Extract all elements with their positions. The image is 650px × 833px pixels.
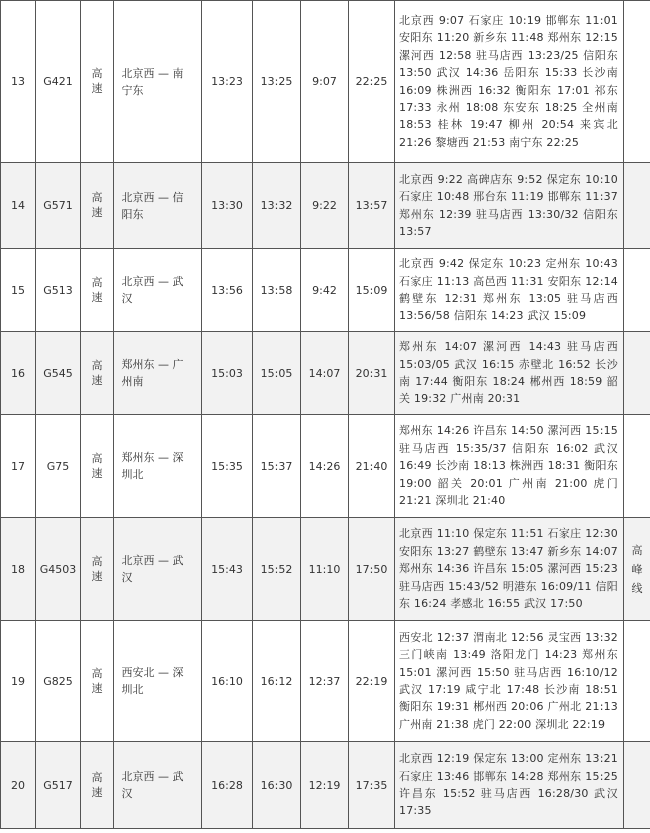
arrive-time: 15:43 bbox=[202, 518, 253, 621]
note: 高峰线 bbox=[624, 518, 650, 621]
origin-time: 11:10 bbox=[301, 518, 349, 621]
table-row bbox=[1, 621, 650, 742]
route: 北京西 — 武汉 bbox=[114, 249, 202, 332]
train-number: G825 bbox=[36, 621, 81, 742]
origin-time: 14:07 bbox=[301, 332, 349, 415]
train-number: G4503 bbox=[36, 518, 81, 621]
note bbox=[624, 163, 650, 249]
route: 北京西 — 南宁东 bbox=[114, 1, 202, 163]
depart-time: 16:30 bbox=[253, 742, 301, 829]
arrive-time: 16:28 bbox=[202, 742, 253, 829]
train-number: G75 bbox=[36, 415, 81, 518]
depart-time: 15:05 bbox=[253, 332, 301, 415]
route: 郑州东 — 广州南 bbox=[114, 332, 202, 415]
route: 北京西 — 武汉 bbox=[114, 742, 202, 829]
stop-list: 北京西 9:07 石家庄 10:19 邯郸东 11:01 安阳东 11:20 新乡东 11:48 郑州东 12:15 漯河西 12:58 驻马店西 13:23/25 信阳东 13:50 武汉 14:36 岳阳东 15:33 长沙南 16:09 株洲西 16:32 衡阳东 17:01 祁东 17:33 永州 18:08 东安东 18:25 全州南 18:53 桂林 19:47 柳州 20:54 来宾北 21:26 黎塘西 21:53 南宁东 22:25 bbox=[395, 1, 624, 163]
terminal-time: 22:25 bbox=[349, 1, 395, 163]
row-number: 17 bbox=[1, 415, 36, 518]
origin-time: 9:07 bbox=[301, 1, 349, 163]
row-number: 19 bbox=[1, 621, 36, 742]
row-number: 20 bbox=[1, 742, 36, 829]
train-number: G513 bbox=[36, 249, 81, 332]
stop-list: 北京西 9:42 保定东 10:23 定州东 10:43 石家庄 11:13 高邑西 11:31 安阳东 12:14 鹤壁东 12:31 郑州东 13:05 驻马店西 13:56/58 信阳东 14:23 武汉 15:09 bbox=[395, 249, 624, 332]
train-grade: 高速 bbox=[81, 621, 114, 742]
origin-time: 14:26 bbox=[301, 415, 349, 518]
table-row bbox=[1, 163, 650, 249]
terminal-time: 22:19 bbox=[349, 621, 395, 742]
depart-time: 13:25 bbox=[253, 1, 301, 163]
note bbox=[624, 621, 650, 742]
train-grade: 高速 bbox=[81, 518, 114, 621]
terminal-time: 13:57 bbox=[349, 163, 395, 249]
terminal-time: 21:40 bbox=[349, 415, 395, 518]
arrive-time: 15:35 bbox=[202, 415, 253, 518]
note bbox=[624, 1, 650, 163]
train-grade: 高速 bbox=[81, 1, 114, 163]
table-row bbox=[1, 332, 650, 415]
depart-time: 13:32 bbox=[253, 163, 301, 249]
row-number: 16 bbox=[1, 332, 36, 415]
depart-time: 16:12 bbox=[253, 621, 301, 742]
terminal-time: 20:31 bbox=[349, 332, 395, 415]
row-number: 15 bbox=[1, 249, 36, 332]
train-number: G571 bbox=[36, 163, 81, 249]
arrive-time: 13:56 bbox=[202, 249, 253, 332]
train-number: G421 bbox=[36, 1, 81, 163]
route: 北京西 — 武汉 bbox=[114, 518, 202, 621]
table-row bbox=[1, 518, 650, 621]
arrive-time: 16:10 bbox=[202, 621, 253, 742]
terminal-time: 15:09 bbox=[349, 249, 395, 332]
terminal-time: 17:50 bbox=[349, 518, 395, 621]
table-row bbox=[1, 249, 650, 332]
origin-time: 9:22 bbox=[301, 163, 349, 249]
note bbox=[624, 249, 650, 332]
train-grade: 高速 bbox=[81, 249, 114, 332]
origin-time: 9:42 bbox=[301, 249, 349, 332]
depart-time: 15:52 bbox=[253, 518, 301, 621]
stop-list: 北京西 9:22 高碑店东 9:52 保定东 10:10 石家庄 10:48 邢台东 11:19 邯郸东 11:37 郑州东 12:39 驻马店西 13:30/32 信阳东 13:57 bbox=[395, 163, 624, 249]
depart-time: 13:58 bbox=[253, 249, 301, 332]
stop-list: 北京西 11:10 保定东 11:51 石家庄 12:30 安阳东 13:27 鹤壁东 13:47 新乡东 14:07 郑州东 14:36 许昌东 15:05 漯河西 15:23 驻马店西 15:43/52 明港东 16:09/11 信阳东 16:24 孝感北 16:55 武汉 17:50 bbox=[395, 518, 624, 621]
table-row bbox=[1, 742, 650, 829]
note bbox=[624, 742, 650, 829]
train-number: G545 bbox=[36, 332, 81, 415]
row-number: 14 bbox=[1, 163, 36, 249]
stop-list: 北京西 12:19 保定东 13:00 定州东 13:21 石家庄 13:46 邯郸东 14:28 郑州东 15:25 许昌东 15:52 驻马店西 16:28/30 武汉 17:35 bbox=[395, 742, 624, 829]
arrive-time: 15:03 bbox=[202, 332, 253, 415]
train-grade: 高速 bbox=[81, 332, 114, 415]
table-row bbox=[1, 1, 650, 163]
note bbox=[624, 332, 650, 415]
train-grade: 高速 bbox=[81, 742, 114, 829]
stop-list: 郑州东 14:26 许昌东 14:50 漯河西 15:15 驻马店西 15:35/37 信阳东 16:02 武汉 16:49 长沙南 18:13 株洲西 18:31 衡阳东 19:00 韶关 20:01 广州南 21:00 虎门 21:21 深圳北 21:40 bbox=[395, 415, 624, 518]
origin-time: 12:19 bbox=[301, 742, 349, 829]
stop-list: 郑州东 14:07 漯河西 14:43 驻马店西 15:03/05 武汉 16:15 赤壁北 16:52 长沙南 17:44 衡阳东 18:24 郴州西 18:59 韶关 19:32 广州南 20:31 bbox=[395, 332, 624, 415]
train-grade: 高速 bbox=[81, 163, 114, 249]
arrive-time: 13:23 bbox=[202, 1, 253, 163]
route: 北京西 — 信阳东 bbox=[114, 163, 202, 249]
train-grade: 高速 bbox=[81, 415, 114, 518]
train-number: G517 bbox=[36, 742, 81, 829]
route: 郑州东 — 深圳北 bbox=[114, 415, 202, 518]
row-number: 18 bbox=[1, 518, 36, 621]
table-row bbox=[1, 415, 650, 518]
note bbox=[624, 415, 650, 518]
stop-list: 西安北 12:37 渭南北 12:56 灵宝西 13:32 三门峡南 13:49 洛阳龙门 14:23 郑州东 15:01 漯河西 15:50 驻马店西 16:10/12 武汉 17:19 咸宁北 17:48 长沙南 18:51 衡阳东 19:31 郴州西 20:06 广州北 21:13 广州南 21:38 虎门 22:00 深圳北 22:19 bbox=[395, 621, 624, 742]
row-number: 13 bbox=[1, 1, 36, 163]
depart-time: 15:37 bbox=[253, 415, 301, 518]
origin-time: 12:37 bbox=[301, 621, 349, 742]
route: 西安北 — 深圳北 bbox=[114, 621, 202, 742]
terminal-time: 17:35 bbox=[349, 742, 395, 829]
arrive-time: 13:30 bbox=[202, 163, 253, 249]
